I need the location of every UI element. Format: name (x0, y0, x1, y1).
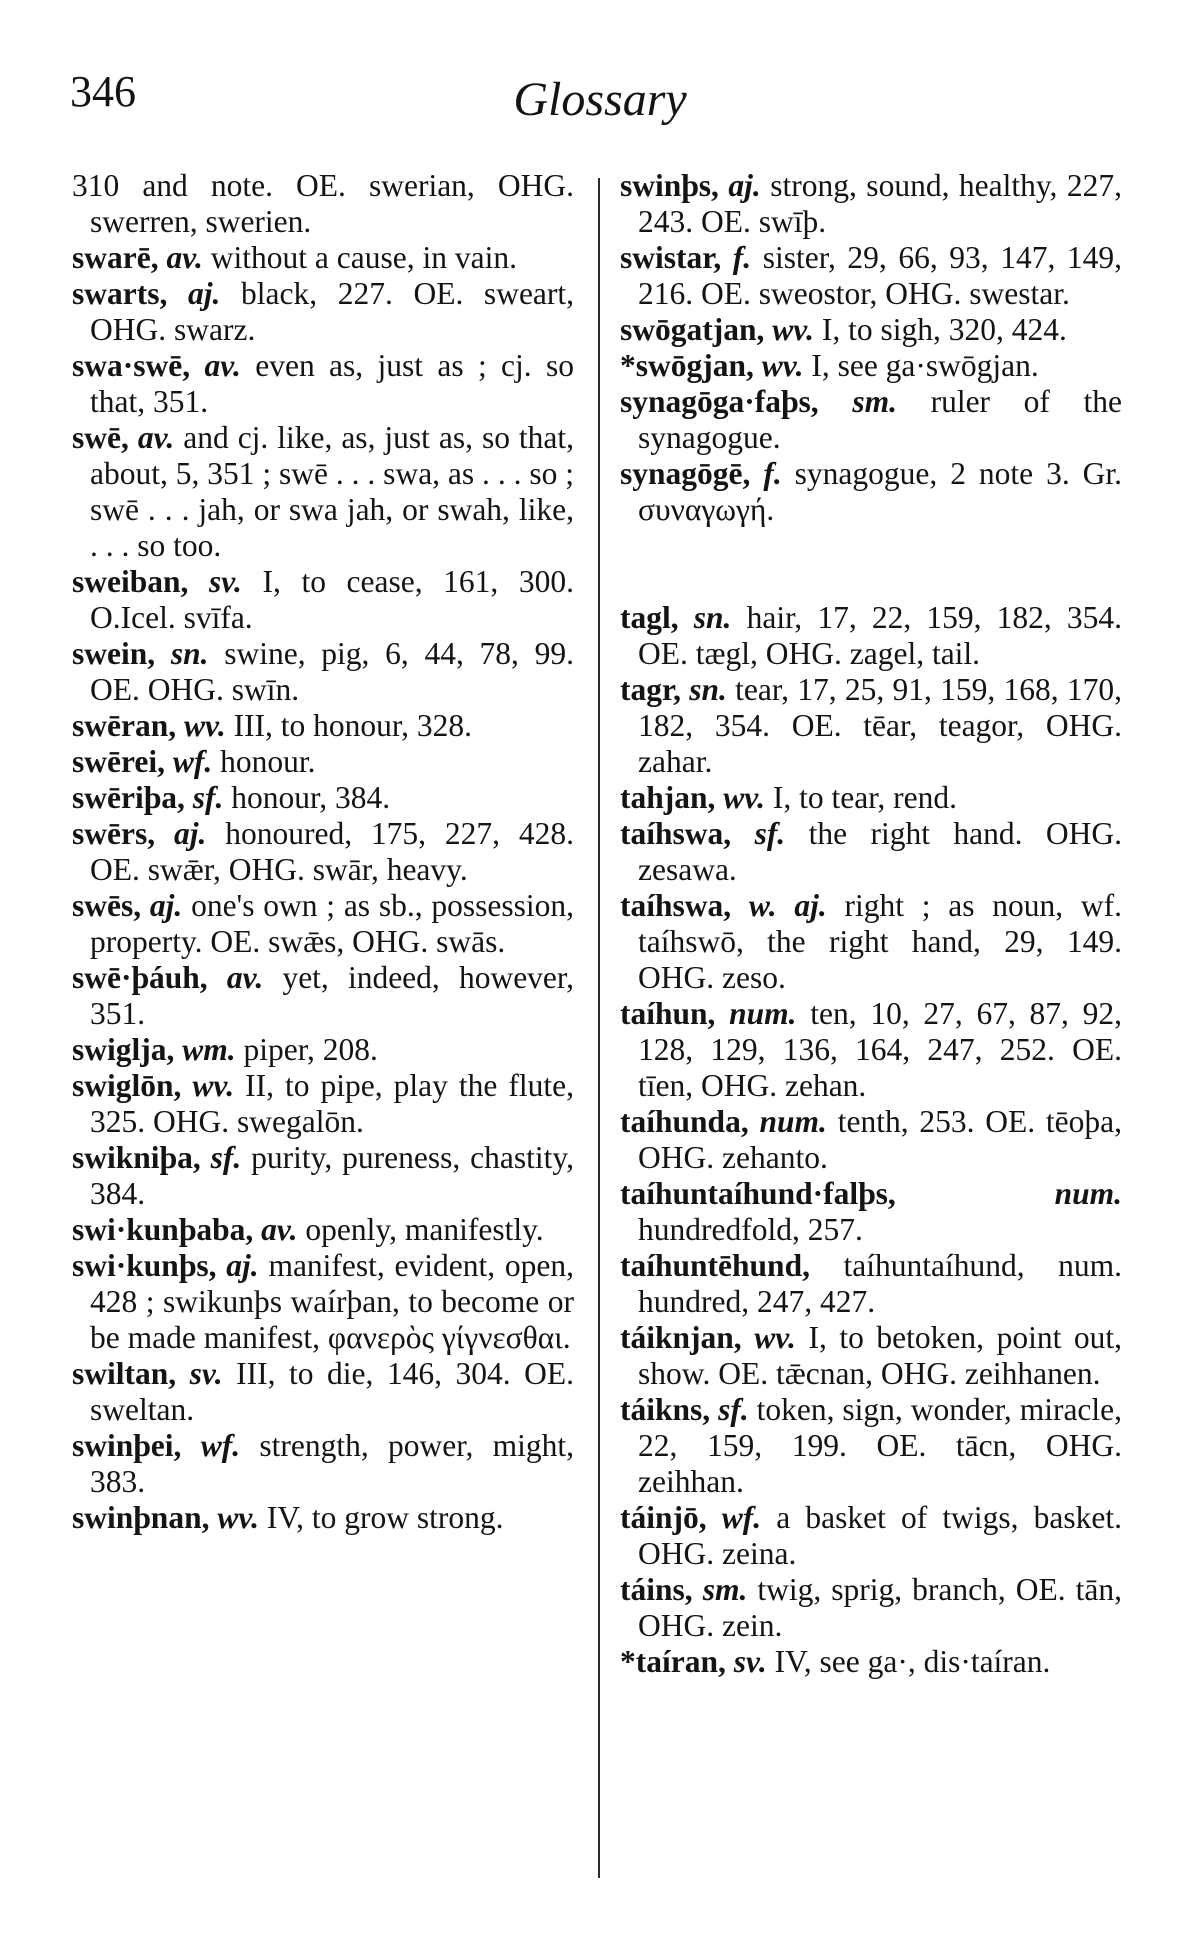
entry-definition: taíhuntaíhund, num. hundred, 247, 427. (638, 1248, 1122, 1319)
entry-headword: swēran, (72, 708, 177, 743)
entry-definition: hair, 17, 22, 159, 182, 354. OE. tægl, OHG. zagel, tail. (638, 600, 1123, 671)
glossary-entry (620, 1500, 1122, 1572)
entry-definition: IV, see ga·, dis·taíran. (774, 1644, 1051, 1679)
glossary-section-t (620, 600, 1122, 1680)
glossary-entry (620, 816, 1122, 888)
entry-definition: III, to honour, 328. (233, 708, 473, 743)
entry-headword: sweiban, (72, 564, 189, 599)
entry-headword: tagl, (620, 600, 679, 635)
glossary-entry (72, 348, 574, 420)
glossary-entry (72, 1428, 574, 1500)
glossary-entry (72, 1248, 574, 1356)
glossary-entry (72, 744, 574, 780)
glossary-entry (620, 456, 1122, 528)
entry-part-of-speech: w. aj. (748, 888, 827, 923)
entry-definition: 310 and note. OE. swerian, OHG. swerren, swerien. (72, 168, 574, 239)
entry-part-of-speech: av. (137, 420, 175, 455)
glossary-entry (620, 1572, 1122, 1644)
entry-part-of-speech: aj. (226, 1248, 259, 1283)
glossary-entry (620, 1392, 1122, 1500)
entry-definition: openly, manifestly. (305, 1212, 544, 1247)
entry-definition: without a cause, in vain. (210, 240, 517, 275)
page-header (0, 58, 1200, 138)
glossary-entry (620, 1248, 1122, 1320)
entry-definition: honour, 384. (231, 780, 391, 815)
entry-headword: swarts, (72, 276, 168, 311)
entry-headword: taíhun, (620, 996, 716, 1031)
entry-part-of-speech: f. (763, 456, 782, 491)
entry-part-of-speech: sv. (208, 564, 242, 599)
entry-headword: swiglōn, (72, 1068, 182, 1103)
entry-headword: swikniþa, (72, 1140, 201, 1175)
entry-headword: taíhswa, (620, 816, 732, 851)
entry-headword: swinþei, (72, 1428, 182, 1463)
glossary-entry (620, 888, 1122, 996)
entry-headword: *swōgjan, (620, 348, 754, 383)
glossary-entry (620, 240, 1122, 312)
glossary-entry (620, 600, 1122, 672)
entry-headword: tagr, (620, 672, 681, 707)
entry-part-of-speech: wv. (217, 1500, 260, 1535)
glossary-column-right (620, 168, 1122, 1680)
entry-definition: black, 227. OE. sweart, OHG. swarz. (90, 276, 575, 347)
entry-headword: swi·kunþaba, (72, 1212, 254, 1247)
glossary-entry (620, 384, 1122, 456)
entry-part-of-speech: aj. (728, 168, 761, 203)
entry-headword: swōgatjan, (620, 312, 765, 347)
entry-headword: swērs, (72, 816, 156, 851)
entry-definition: I, to tear, rend. (772, 780, 958, 815)
glossary-entry (620, 672, 1122, 780)
entry-definition: swine, pig, 6, 44, 78, 99. OE. OHG. swīn. (90, 636, 575, 707)
glossary-section-s (620, 168, 1122, 528)
entry-part-of-speech: sf. (210, 1140, 242, 1175)
glossary-entry (620, 348, 1122, 384)
entry-definition: I, to cease, 161, 300. O.Icel. svīfa. (90, 564, 574, 635)
entry-headword: swa·swē, (72, 348, 191, 383)
entry-headword: swinþnan, (72, 1500, 210, 1535)
entry-definition: a basket of twigs, basket. OHG. zeina. (638, 1500, 1122, 1571)
entry-definition: manifest, evident, open, 428 ; swikunþs waírþan, to become or be made manifest, φανερὸς γίγνεσθαι. (90, 1248, 575, 1355)
entry-definition: ruler of the synagogue. (638, 384, 1123, 455)
entry-headword: swēs, (72, 888, 142, 923)
entry-definition: IV, to grow strong. (266, 1500, 504, 1535)
glossary-entry (72, 1500, 574, 1536)
entry-headword: swi·kunþs, (72, 1248, 217, 1283)
entry-definition: strength, power, might, 383. (90, 1428, 575, 1499)
entry-headword: taíhuntēhund, (620, 1248, 810, 1283)
entry-headword: swiglja, (72, 1032, 175, 1067)
entry-part-of-speech: aj. (149, 888, 183, 923)
entry-part-of-speech: sm. (702, 1572, 748, 1607)
entry-part-of-speech: wf. (172, 744, 213, 779)
entry-headword: taíhswa, (620, 888, 732, 923)
entry-headword: swē, (72, 420, 129, 455)
glossary-entry (620, 168, 1122, 240)
entry-part-of-speech: wf. (200, 1428, 241, 1463)
glossary-entry (72, 1356, 574, 1428)
entry-definition: token, sign, wonder, miracle, 22, 159, 199. OE. tācn, OHG. zeihhan. (638, 1392, 1123, 1499)
entry-definition: tear, 17, 25, 91, 159, 168, 170, 182, 354. OE. tēar, teagor, OHG. zahar. (638, 672, 1123, 779)
entry-headword: swē·þáuh, (72, 960, 208, 995)
entry-definition: even as, just as ; cj. so that, 351. (90, 348, 574, 419)
entry-part-of-speech: wv. (772, 312, 814, 347)
entry-part-of-speech: num. (1054, 1176, 1122, 1211)
entry-part-of-speech: sn. (689, 672, 727, 707)
entry-part-of-speech: av. (166, 240, 203, 275)
entry-headword: táiknjan, (620, 1320, 742, 1355)
entry-part-of-speech: sf. (754, 816, 786, 851)
entry-part-of-speech: av. (226, 960, 264, 995)
entry-part-of-speech: av. (261, 1212, 298, 1247)
entry-headword: swein, (72, 636, 156, 671)
glossary-entry (72, 1212, 574, 1248)
entry-headword: synagōga·faþs, (620, 384, 819, 419)
glossary-entry (72, 1068, 574, 1140)
glossary-entry (72, 636, 574, 708)
entry-definition: and cj. like, as, just as, so that, about, 5, 351 ; swē . . . swa, as . . . so ; swē . . . jah, or swa jah, or swah, like, . . . so too. (90, 420, 575, 563)
entry-part-of-speech: aj. (188, 276, 221, 311)
entry-definition: tenth, 253. OE. tēoþa, OHG. zehanto. (638, 1104, 1123, 1175)
entry-headword: taíhuntaíhund·falþs, (620, 1176, 896, 1211)
glossary-entry (72, 420, 574, 564)
entry-part-of-speech: wf. (721, 1500, 762, 1535)
column-divider (598, 178, 600, 1878)
entry-definition: right ; as noun, wf. taíhswō, the right hand, 29, 149. OHG. zeso. (638, 888, 1123, 995)
glossary-entry (620, 312, 1122, 348)
entry-part-of-speech: num. (729, 996, 797, 1031)
entry-part-of-speech: wv. (754, 1320, 796, 1355)
entry-definition: yet, indeed, however, 351. (90, 960, 575, 1031)
entry-definition: the right hand. OHG. zesawa. (638, 816, 1123, 887)
entry-headword: táikns, (620, 1392, 711, 1427)
glossary-entry (72, 708, 574, 744)
entry-part-of-speech: f. (732, 240, 752, 275)
entry-part-of-speech: sm. (852, 384, 897, 419)
entry-headword: swinþs, (620, 168, 719, 203)
page-number: 346 (70, 67, 136, 116)
entry-part-of-speech: av. (204, 348, 241, 383)
entry-headword: swarē, (72, 240, 159, 275)
entry-definition: I, to betoken, point out, show. OE. tǣcnan, OHG. zeihhanen. (638, 1320, 1122, 1391)
entry-definition: ten, 10, 27, 67, 87, 92, 128, 129, 136, 164, 247, 252. OE. tīen, OHG. zehan. (638, 996, 1123, 1103)
entry-headword: swiltan, (72, 1356, 177, 1391)
entry-part-of-speech: wv. (761, 348, 804, 383)
entry-definition: twig, sprig, branch, OE. tān, OHG. zein. (638, 1572, 1123, 1643)
running-head: Glossary (513, 73, 687, 126)
entry-definition: honoured, 175, 227, 428. OE. swǣr, OHG. swār, heavy. (90, 816, 574, 887)
glossary-entry (620, 1176, 1122, 1248)
glossary-entry (72, 960, 574, 1032)
entry-part-of-speech: sn. (170, 636, 209, 671)
entry-definition: purity, pureness, chastity, 384. (90, 1140, 574, 1211)
entry-definition: III, to die, 146, 304. OE. sweltan. (90, 1356, 575, 1427)
section-gap (620, 528, 1122, 600)
entry-part-of-speech: sv. (189, 1356, 223, 1391)
glossary-entry (72, 1140, 574, 1212)
glossary-entry (72, 816, 574, 888)
glossary-entry (72, 240, 574, 276)
glossary-entry (620, 996, 1122, 1104)
entry-definition: strong, sound, healthy, 227, 243. OE. swīþ. (638, 168, 1123, 239)
entry-part-of-speech: sn. (693, 600, 732, 635)
entry-headword: *taíran, (620, 1644, 726, 1679)
entry-headword: swēriþa, (72, 780, 185, 815)
entry-headword: táins, (620, 1572, 693, 1607)
entry-definition: sister, 29, 66, 93, 147, 149, 216. OE. sweostor, OHG. swestar. (638, 240, 1123, 311)
entry-part-of-speech: wv. (184, 708, 226, 743)
entry-headword: táinjō, (620, 1500, 707, 1535)
entry-headword: swistar, (620, 240, 722, 275)
entry-definition: I, to sigh, 320, 424. (821, 312, 1067, 347)
entry-headword: synagōgē, (620, 456, 751, 491)
entry-definition: II, to pipe, play the flute, 325. OHG. swegalōn. (90, 1068, 574, 1139)
glossary-entry (72, 780, 574, 816)
entry-part-of-speech: wv. (192, 1068, 235, 1103)
entry-headword: taíhunda, (620, 1104, 749, 1139)
entry-definition: hundredfold, 257. (638, 1212, 863, 1247)
glossary-entry (620, 1104, 1122, 1176)
glossary-entry (620, 780, 1122, 816)
glossary-entry (72, 168, 574, 240)
entry-definition: synagogue, 2 note 3. Gr. συναγωγή. (638, 456, 1123, 527)
entry-part-of-speech: num. (759, 1104, 827, 1139)
glossary-entry (72, 888, 574, 960)
entry-part-of-speech: wv. (723, 780, 765, 815)
glossary-entry (72, 276, 574, 348)
entry-definition: piper, 208. (243, 1032, 378, 1067)
glossary-entry (72, 564, 574, 636)
entry-part-of-speech: sf. (718, 1392, 749, 1427)
entry-part-of-speech: sf. (192, 780, 224, 815)
entry-definition: honour. (220, 744, 316, 779)
entry-part-of-speech: aj. (173, 816, 207, 851)
glossary-entry (72, 1032, 574, 1068)
entry-definition: one's own ; as sb., possession, property. OE. swǣs, OHG. swās. (90, 888, 575, 959)
glossary-entry (620, 1320, 1122, 1392)
glossary-column-left (72, 168, 574, 1536)
entry-definition: I, see ga·swōgjan. (811, 348, 1039, 383)
glossary-entry (620, 1644, 1122, 1680)
entry-headword: tahjan, (620, 780, 716, 815)
entry-part-of-speech: wm. (182, 1032, 236, 1067)
entry-part-of-speech: sv. (733, 1644, 767, 1679)
entry-headword: swērei, (72, 744, 166, 779)
